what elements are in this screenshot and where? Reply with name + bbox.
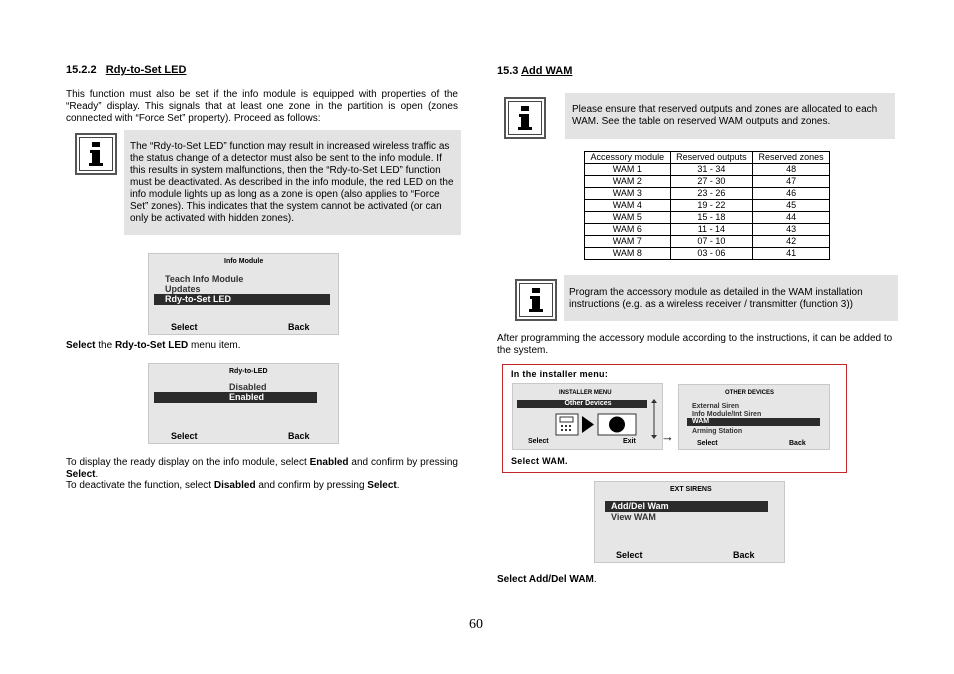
softkey-back[interactable]: Back [288, 322, 310, 332]
caption-period: . [593, 574, 597, 585]
table-cell: 11 - 14 [670, 224, 753, 236]
table-header-cell: Reserved outputs [670, 152, 753, 164]
heading-number: 15.3 [497, 65, 519, 77]
table-row [585, 236, 830, 248]
caption-text-end: menu item. [188, 340, 241, 351]
softkey-select[interactable]: Select [171, 431, 198, 441]
table-cell: 41 [753, 248, 830, 260]
table-cell: 43 [753, 224, 830, 236]
heading-number: 15.2.2 [66, 64, 97, 76]
info-icon [504, 97, 546, 139]
table-cell: WAM 7 [585, 236, 671, 248]
table-cell: 15 - 18 [670, 212, 753, 224]
lcd-installer-menu [512, 383, 663, 450]
bold-select: Select [66, 469, 96, 480]
menu-item-updates[interactable]: Updates [165, 284, 201, 294]
menu-item-view-wam[interactable]: View WAM [611, 512, 656, 522]
scroll-indicator[interactable] [653, 399, 655, 439]
table-cell: WAM 8 [585, 248, 671, 260]
reserved-wam-table [584, 151, 830, 260]
table-cell: 27 - 30 [670, 176, 753, 188]
table-cell: 44 [753, 212, 830, 224]
table-header-row [585, 152, 830, 164]
table-cell: 42 [753, 236, 830, 248]
softkey-select[interactable]: Select [528, 438, 549, 445]
softkey-exit[interactable]: Exit [623, 438, 636, 445]
page-number: 60 [469, 617, 483, 632]
menu-item-wam-selected[interactable]: WAM [687, 418, 820, 426]
section-heading-15-3 [497, 65, 572, 77]
note-text: Program the accessory module as detailed in the WAM installation instructions (e.g. as a wireless receiver / transmitter (function 3)) [569, 287, 863, 310]
lcd-screen-info-module [148, 253, 339, 335]
text: . [396, 480, 400, 491]
heading-title: Rdy-to-Set LED [105, 64, 187, 76]
info-icon [75, 133, 117, 175]
table-header-cell: Reserved zones [753, 152, 830, 164]
lcd-other-devices [678, 384, 830, 450]
paragraph-disable [66, 480, 458, 492]
menu-item-arming-station[interactable]: Arming Station [692, 428, 743, 435]
text: and confirm by pressing [255, 480, 368, 491]
note-text: Please ensure that reserved outputs and zones are allocated to each WAM. See the table on reserved WAM outputs and zones. [572, 104, 878, 127]
table-row [585, 164, 830, 176]
heading-title: Add WAM [521, 65, 573, 77]
screen-title: Info Module [224, 258, 264, 265]
table-cell: 03 - 06 [670, 248, 753, 260]
table-row [585, 200, 830, 212]
option-disabled[interactable]: Disabled [229, 382, 267, 392]
table-cell: WAM 5 [585, 212, 671, 224]
menu-item-rdy-selected[interactable]: Rdy-to-Set LED [154, 294, 330, 305]
installer-menu-frame [502, 364, 847, 473]
caption-text: the [95, 340, 115, 351]
menu-item-info-module[interactable]: Info Module/Int Siren [692, 411, 762, 418]
caption-bold-select: Select [66, 340, 96, 351]
table-cell: 07 - 10 [670, 236, 753, 248]
table-cell: 19 - 22 [670, 200, 753, 212]
intro-paragraph: This function must also be set if the info module is equipped with properties of the “Ready” display. This signals that at least one zone in the partition is open (zones connected with “Force Set” property). Proceed as follows: [66, 89, 458, 124]
option-enabled-selected[interactable]: Enabled [154, 392, 317, 403]
note-box-reserved [565, 93, 895, 139]
table-cell: WAM 4 [585, 200, 671, 212]
screen-title: OTHER DEVICES [725, 390, 775, 396]
table-cell: WAM 1 [585, 164, 671, 176]
paragraph-enable [66, 457, 458, 481]
caption-select-add-del [497, 574, 597, 586]
caption-bold: Select Add/Del WAM [497, 574, 594, 585]
lcd-ext-sirens [594, 481, 785, 563]
screen-title: EXT SIRENS [670, 486, 712, 493]
table-cell: 46 [753, 188, 830, 200]
table-cell: 48 [753, 164, 830, 176]
lcd-screen-rdy-to-led [148, 363, 339, 444]
menu-item-external-siren[interactable]: External Siren [692, 403, 740, 410]
softkey-back[interactable]: Back [288, 431, 310, 441]
table-cell: WAM 2 [585, 176, 671, 188]
note-box-program [564, 275, 898, 321]
softkey-back[interactable]: Back [733, 550, 755, 560]
installer-menu-label: In the installer menu: [511, 369, 609, 379]
info-icon [515, 279, 557, 321]
menu-item-teach[interactable]: Teach Info Module [165, 274, 244, 284]
screen-title: Rdy-to-LED [229, 368, 268, 375]
arrow-right-icon: → [661, 429, 674, 444]
text: To display the ready display on the info module, select [66, 457, 310, 468]
softkey-select[interactable]: Select [171, 322, 198, 332]
text: . [95, 469, 99, 480]
table-cell: WAM 6 [585, 224, 671, 236]
note-box-rdy-led [124, 130, 461, 235]
table-cell: 23 - 26 [670, 188, 753, 200]
paragraph-after-programming: After programming the accessory module according to the instructions, it can be added to the system. [497, 333, 893, 356]
menu-item-add-del-wam-selected[interactable]: Add/Del Wam [605, 501, 768, 512]
table-cell: 31 - 34 [670, 164, 753, 176]
select-wam-label: Select WAM. [511, 456, 568, 466]
note-text: The “Rdy-to-Set LED” function may result in increased wireless traffic as the status change of a detector must also be sent to the info module. If this results in system malfunctions, then the “Rdy-to-Set LED” function must be deactivated. As described in the info module, the red LED on the info module lights up as long as a zone is open (also applies to “Force Set” zones). This indicates that the system cannot be activated (or can only be activated with hidden zones). [130, 141, 454, 224]
table-header-cell: Accessory module [585, 152, 671, 164]
menu-item-other-devices-selected[interactable]: Other Devices [517, 400, 647, 408]
device-graphic [553, 412, 648, 438]
table-row [585, 224, 830, 236]
bold-select: Select [367, 480, 397, 491]
table-row [585, 176, 830, 188]
caption-select-rdy [66, 340, 241, 352]
softkey-select[interactable]: Select [616, 550, 643, 560]
table-row [585, 188, 830, 200]
table-cell: 47 [753, 176, 830, 188]
table-row [585, 212, 830, 224]
bold-disabled: Disabled [213, 480, 256, 491]
section-heading-15-2-2 [66, 64, 186, 76]
caption-bold-item: Rdy-to-Set LED [114, 340, 189, 351]
bold-enabled: Enabled [309, 457, 349, 468]
text: To deactivate the function, select [66, 480, 214, 491]
text: and confirm by pressing [348, 457, 458, 468]
table-cell: WAM 3 [585, 188, 671, 200]
softkey-select[interactable]: Select [697, 440, 718, 447]
screen-title: INSTALLER MENU [559, 390, 612, 396]
table-row [585, 248, 830, 260]
softkey-back[interactable]: Back [789, 440, 806, 447]
table-cell: 45 [753, 200, 830, 212]
